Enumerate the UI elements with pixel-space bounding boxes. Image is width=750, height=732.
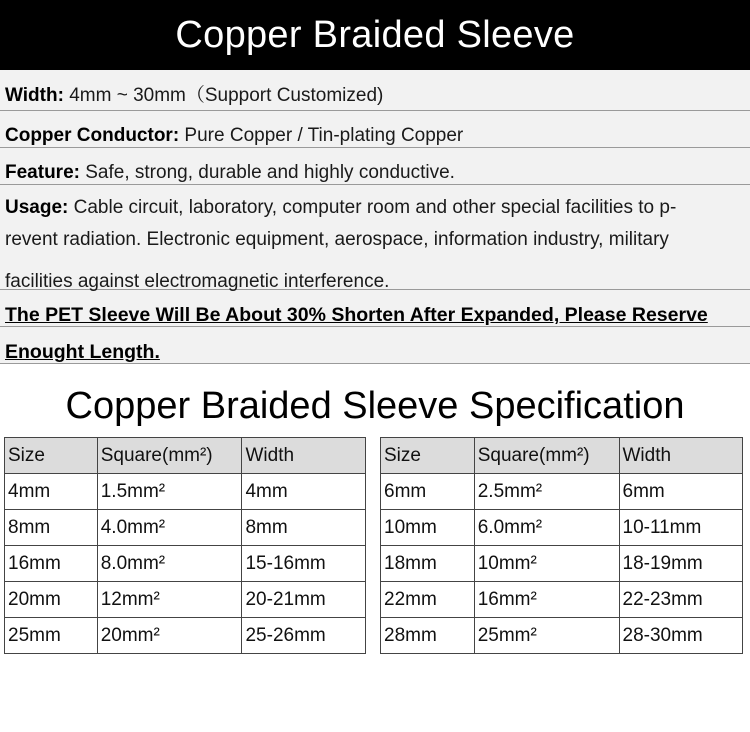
- table-row: [5, 618, 366, 654]
- table-row: [5, 582, 366, 618]
- cell-square: 10mm²: [474, 546, 619, 582]
- warning-text-2: Enought Length.: [5, 341, 160, 363]
- table-row: [381, 474, 743, 510]
- usage-line-1: [5, 197, 676, 219]
- feature-value: Safe, strong, durable and highly conductive.: [79, 162, 455, 183]
- usage-label: Usage:: [5, 197, 69, 218]
- page-title: Copper Braided Sleeve: [175, 13, 575, 56]
- usage-line-2: revent radiation. Electronic equipment, aerospace, information industry, military: [5, 229, 669, 250]
- cell-square: 12mm²: [97, 582, 242, 618]
- table-row: [381, 510, 743, 546]
- table-header-row: [381, 438, 743, 474]
- usage-line-3: facilities against electromagnetic interference.: [5, 271, 390, 292]
- width-row: [0, 70, 750, 111]
- cell-size: 20mm: [5, 582, 98, 618]
- usage-row: [0, 185, 750, 290]
- table-header-row: [5, 438, 366, 474]
- cell-width: 4mm: [242, 474, 366, 510]
- cell-size: 10mm: [381, 510, 475, 546]
- spec-title: Copper Braided Sleeve Specification: [65, 385, 685, 427]
- cell-size: 6mm: [381, 474, 475, 510]
- conductor-value: Pure Copper / Tin-plating Copper: [179, 125, 464, 146]
- cell-size: 16mm: [5, 546, 98, 582]
- cell-square: 25mm²: [474, 618, 619, 654]
- cell-size: 22mm: [381, 582, 475, 618]
- cell-width: 15-16mm: [242, 546, 366, 582]
- header-size: Size: [381, 438, 475, 474]
- cell-square: 4.0mm²: [97, 510, 242, 546]
- cell-size: 25mm: [5, 618, 98, 654]
- feature-label: Feature:: [5, 162, 80, 183]
- conductor-label: Copper Conductor:: [5, 125, 180, 146]
- header-width: Width: [619, 438, 743, 474]
- table-row: [5, 546, 366, 582]
- cell-width: 28-30mm: [619, 618, 743, 654]
- header-square: Square(mm²): [474, 438, 619, 474]
- header-square: Square(mm²): [97, 438, 242, 474]
- header-width: Width: [242, 438, 366, 474]
- warning-text-1: The PET Sleeve Will Be About 30% Shorten After Expanded, Please Reserve: [5, 304, 708, 326]
- spec-table-left: [4, 437, 366, 654]
- conductor-row: [0, 111, 750, 148]
- table-row: [5, 510, 366, 546]
- cell-width: 6mm: [619, 474, 743, 510]
- cell-width: 25-26mm: [242, 618, 366, 654]
- feature-row: [0, 148, 750, 185]
- table-row: [381, 546, 743, 582]
- cell-square: 16mm²: [474, 582, 619, 618]
- cell-width: 20-21mm: [242, 582, 366, 618]
- spec-table-right: [380, 437, 743, 654]
- warning-row-1: [0, 290, 750, 327]
- width-label: Width:: [5, 85, 64, 106]
- warning-row-2: [0, 327, 750, 364]
- cell-square: 2.5mm²: [474, 474, 619, 510]
- cell-width: 10-11mm: [619, 510, 743, 546]
- usage-text-1: Cable circuit, laboratory, computer room and other special facilities to p-: [68, 197, 677, 218]
- product-info: [0, 70, 750, 364]
- table-row: [381, 582, 743, 618]
- cell-square: 1.5mm²: [97, 474, 242, 510]
- header-size: Size: [5, 438, 98, 474]
- cell-width: 18-19mm: [619, 546, 743, 582]
- cell-size: 18mm: [381, 546, 475, 582]
- page-header: [0, 0, 750, 70]
- cell-size: 4mm: [5, 474, 98, 510]
- width-value: 4mm ~ 30mm（Support Customized): [63, 85, 384, 106]
- cell-width: 22-23mm: [619, 582, 743, 618]
- cell-width: 8mm: [242, 510, 366, 546]
- table-row: [5, 474, 366, 510]
- cell-square: 8.0mm²: [97, 546, 242, 582]
- cell-square: 6.0mm²: [474, 510, 619, 546]
- table-row: [381, 618, 743, 654]
- cell-square: 20mm²: [97, 618, 242, 654]
- cell-size: 8mm: [5, 510, 98, 546]
- cell-size: 28mm: [381, 618, 475, 654]
